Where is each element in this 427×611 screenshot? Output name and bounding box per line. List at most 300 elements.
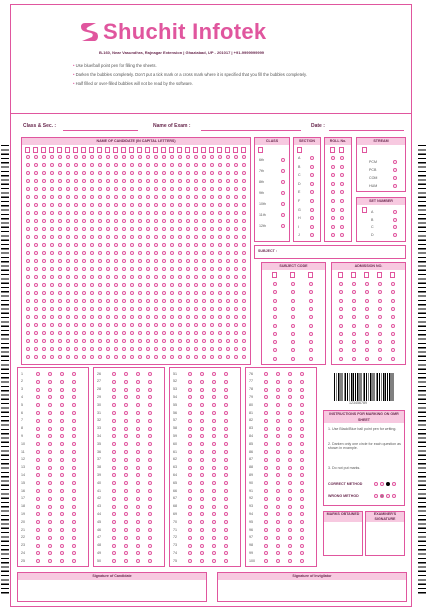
name-bubble[interactable]: [178, 179, 182, 183]
name-bubble[interactable]: [154, 259, 158, 263]
class-option-bubble[interactable]: [281, 213, 285, 217]
name-bubble[interactable]: [178, 283, 182, 287]
stream-write-box[interactable]: [362, 147, 367, 153]
name-bubble[interactable]: [138, 235, 142, 239]
name-bubble[interactable]: [226, 211, 230, 215]
subject-code-bubble[interactable]: [273, 290, 277, 294]
answer-bubble[interactable]: [264, 388, 268, 392]
name-bubble[interactable]: [202, 347, 206, 351]
roll-bubble[interactable]: [331, 165, 335, 169]
answer-bubble[interactable]: [212, 388, 216, 392]
answer-bubble[interactable]: [48, 512, 52, 516]
name-bubble[interactable]: [66, 291, 70, 295]
name-bubble[interactable]: [130, 323, 134, 327]
name-bubble[interactable]: [98, 195, 102, 199]
answer-bubble[interactable]: [200, 505, 204, 509]
answer-bubble[interactable]: [72, 380, 76, 384]
answer-bubble[interactable]: [124, 536, 128, 540]
name-bubble[interactable]: [154, 211, 158, 215]
answer-bubble[interactable]: [188, 536, 192, 540]
answer-bubble[interactable]: [112, 403, 116, 407]
name-bubble[interactable]: [106, 267, 110, 271]
answer-bubble[interactable]: [148, 551, 152, 555]
name-bubble[interactable]: [130, 163, 134, 167]
class-option-bubble[interactable]: [281, 202, 285, 206]
name-bubble[interactable]: [114, 347, 118, 351]
roll-bubble[interactable]: [340, 208, 344, 212]
name-bubble[interactable]: [162, 347, 166, 351]
name-bubble[interactable]: [138, 243, 142, 247]
name-bubble[interactable]: [186, 171, 190, 175]
name-bubble[interactable]: [58, 195, 62, 199]
answer-bubble[interactable]: [36, 403, 40, 407]
name-bubble[interactable]: [130, 291, 134, 295]
answer-bubble[interactable]: [212, 411, 216, 415]
answer-bubble[interactable]: [112, 458, 116, 462]
name-bubble[interactable]: [26, 251, 30, 255]
name-bubble[interactable]: [178, 211, 182, 215]
name-bubble[interactable]: [226, 283, 230, 287]
name-bubble[interactable]: [234, 355, 238, 359]
answer-bubble[interactable]: [300, 551, 304, 555]
class-option-bubble[interactable]: [281, 191, 285, 195]
answer-bubble[interactable]: [36, 380, 40, 384]
answer-bubble[interactable]: [36, 450, 40, 454]
name-bubble[interactable]: [210, 291, 214, 295]
name-bubble[interactable]: [26, 347, 30, 351]
section-option-bubble[interactable]: [310, 225, 314, 229]
name-bubble[interactable]: [130, 347, 134, 351]
section-option-bubble[interactable]: [310, 190, 314, 194]
name-bubble[interactable]: [178, 187, 182, 191]
answer-bubble[interactable]: [212, 544, 216, 548]
answer-bubble[interactable]: [276, 505, 280, 509]
answer-bubble[interactable]: [148, 473, 152, 477]
answer-bubble[interactable]: [148, 395, 152, 399]
name-bubble[interactable]: [170, 211, 174, 215]
admission-bubble[interactable]: [378, 340, 382, 344]
name-bubble[interactable]: [138, 275, 142, 279]
answer-bubble[interactable]: [60, 544, 64, 548]
answer-bubble[interactable]: [264, 411, 268, 415]
name-bubble[interactable]: [42, 155, 46, 159]
answer-bubble[interactable]: [300, 458, 304, 462]
answer-bubble[interactable]: [200, 489, 204, 493]
answer-bubble[interactable]: [124, 473, 128, 477]
roll-digit-box[interactable]: [330, 147, 335, 153]
answer-bubble[interactable]: [124, 372, 128, 376]
name-bubble[interactable]: [234, 299, 238, 303]
name-bubble[interactable]: [66, 323, 70, 327]
name-bubble[interactable]: [114, 259, 118, 263]
answer-bubble[interactable]: [112, 395, 116, 399]
subject-code-bubble[interactable]: [309, 340, 313, 344]
name-bubble[interactable]: [42, 323, 46, 327]
answer-bubble[interactable]: [112, 481, 116, 485]
name-bubble[interactable]: [122, 251, 126, 255]
name-bubble[interactable]: [226, 251, 230, 255]
admission-bubble[interactable]: [378, 357, 382, 361]
answer-bubble[interactable]: [112, 372, 116, 376]
roll-bubble[interactable]: [331, 173, 335, 177]
name-bubble[interactable]: [194, 219, 198, 223]
name-bubble[interactable]: [42, 211, 46, 215]
answer-bubble[interactable]: [124, 450, 128, 454]
name-bubble[interactable]: [138, 251, 142, 255]
answer-bubble[interactable]: [224, 489, 228, 493]
name-bubble[interactable]: [218, 211, 222, 215]
roll-bubble[interactable]: [331, 199, 335, 203]
name-bubble[interactable]: [154, 155, 158, 159]
name-bubble[interactable]: [34, 259, 38, 263]
answer-bubble[interactable]: [200, 520, 204, 524]
name-bubble[interactable]: [58, 259, 62, 263]
name-bubble[interactable]: [34, 323, 38, 327]
name-bubble[interactable]: [154, 171, 158, 175]
name-bubble[interactable]: [138, 171, 142, 175]
name-bubble[interactable]: [82, 299, 86, 303]
name-bubble[interactable]: [106, 307, 110, 311]
answer-bubble[interactable]: [48, 505, 52, 509]
name-bubble[interactable]: [242, 323, 246, 327]
answer-bubble[interactable]: [60, 505, 64, 509]
name-bubble[interactable]: [234, 339, 238, 343]
name-bubble[interactable]: [114, 339, 118, 343]
name-bubble[interactable]: [26, 235, 30, 239]
answer-bubble[interactable]: [188, 427, 192, 431]
name-bubble[interactable]: [146, 331, 150, 335]
answer-bubble[interactable]: [188, 559, 192, 563]
name-bubble[interactable]: [234, 187, 238, 191]
name-bubble[interactable]: [178, 155, 182, 159]
answer-bubble[interactable]: [136, 544, 140, 548]
answer-bubble[interactable]: [188, 512, 192, 516]
answer-bubble[interactable]: [48, 559, 52, 563]
answer-bubble[interactable]: [300, 512, 304, 516]
name-bubble[interactable]: [178, 235, 182, 239]
name-bubble[interactable]: [50, 235, 54, 239]
answer-bubble[interactable]: [288, 372, 292, 376]
answer-bubble[interactable]: [48, 520, 52, 524]
name-bubble[interactable]: [202, 203, 206, 207]
name-bubble[interactable]: [130, 243, 134, 247]
name-bubble[interactable]: [178, 355, 182, 359]
name-bubble[interactable]: [242, 259, 246, 263]
name-bubble[interactable]: [138, 299, 142, 303]
name-bubble[interactable]: [26, 275, 30, 279]
name-bubble[interactable]: [66, 163, 70, 167]
admission-digit-box[interactable]: [338, 272, 343, 278]
answer-bubble[interactable]: [264, 466, 268, 470]
subject-code-bubble[interactable]: [291, 357, 295, 361]
name-bubble[interactable]: [226, 275, 230, 279]
name-bubble[interactable]: [42, 243, 46, 247]
answer-bubble[interactable]: [212, 403, 216, 407]
name-bubble[interactable]: [138, 203, 142, 207]
name-bubble[interactable]: [138, 315, 142, 319]
name-bubble[interactable]: [234, 195, 238, 199]
name-bubble[interactable]: [26, 163, 30, 167]
answer-bubble[interactable]: [200, 551, 204, 555]
name-bubble[interactable]: [226, 219, 230, 223]
set-option-bubble[interactable]: [393, 225, 397, 229]
answer-bubble[interactable]: [264, 505, 268, 509]
name-bubble[interactable]: [82, 203, 86, 207]
answer-bubble[interactable]: [60, 528, 64, 532]
admission-bubble[interactable]: [352, 290, 356, 294]
name-bubble[interactable]: [106, 339, 110, 343]
answer-bubble[interactable]: [200, 481, 204, 485]
answer-bubble[interactable]: [48, 458, 52, 462]
answer-bubble[interactable]: [36, 395, 40, 399]
name-bubble[interactable]: [98, 347, 102, 351]
admission-bubble[interactable]: [365, 324, 369, 328]
answer-bubble[interactable]: [60, 473, 64, 477]
section-option-bubble[interactable]: [310, 233, 314, 237]
name-bubble[interactable]: [170, 267, 174, 271]
name-bubble[interactable]: [202, 243, 206, 247]
answer-bubble[interactable]: [136, 473, 140, 477]
answer-bubble[interactable]: [188, 520, 192, 524]
name-bubble[interactable]: [194, 211, 198, 215]
name-bubble[interactable]: [130, 227, 134, 231]
name-letter-box[interactable]: [49, 147, 54, 153]
answer-bubble[interactable]: [224, 512, 228, 516]
name-bubble[interactable]: [234, 203, 238, 207]
name-bubble[interactable]: [194, 195, 198, 199]
name-bubble[interactable]: [186, 187, 190, 191]
name-bubble[interactable]: [242, 299, 246, 303]
admission-bubble[interactable]: [339, 348, 343, 352]
admission-bubble[interactable]: [339, 340, 343, 344]
name-bubble[interactable]: [186, 323, 190, 327]
answer-bubble[interactable]: [48, 372, 52, 376]
name-bubble[interactable]: [98, 179, 102, 183]
subject-code-bubble[interactable]: [273, 357, 277, 361]
answer-bubble[interactable]: [112, 419, 116, 423]
name-bubble[interactable]: [146, 355, 150, 359]
name-bubble[interactable]: [34, 195, 38, 199]
answer-bubble[interactable]: [212, 497, 216, 501]
name-bubble[interactable]: [186, 195, 190, 199]
answer-bubble[interactable]: [288, 559, 292, 563]
name-bubble[interactable]: [42, 235, 46, 239]
name-letter-box[interactable]: [153, 147, 158, 153]
name-bubble[interactable]: [98, 203, 102, 207]
name-bubble[interactable]: [114, 299, 118, 303]
name-bubble[interactable]: [50, 315, 54, 319]
name-bubble[interactable]: [218, 275, 222, 279]
name-bubble[interactable]: [154, 195, 158, 199]
name-bubble[interactable]: [66, 299, 70, 303]
answer-bubble[interactable]: [212, 434, 216, 438]
answer-bubble[interactable]: [276, 512, 280, 516]
name-bubble[interactable]: [242, 331, 246, 335]
answer-bubble[interactable]: [36, 411, 40, 415]
name-bubble[interactable]: [26, 259, 30, 263]
answer-bubble[interactable]: [288, 434, 292, 438]
name-letter-box[interactable]: [225, 147, 230, 153]
admission-bubble[interactable]: [378, 307, 382, 311]
name-bubble[interactable]: [58, 163, 62, 167]
name-bubble[interactable]: [194, 315, 198, 319]
answer-bubble[interactable]: [136, 520, 140, 524]
answer-bubble[interactable]: [112, 388, 116, 392]
answer-bubble[interactable]: [124, 481, 128, 485]
answer-bubble[interactable]: [72, 419, 76, 423]
name-bubble[interactable]: [42, 275, 46, 279]
answer-bubble[interactable]: [200, 559, 204, 563]
name-bubble[interactable]: [34, 187, 38, 191]
roll-bubble[interactable]: [340, 199, 344, 203]
name-bubble[interactable]: [66, 251, 70, 255]
name-bubble[interactable]: [210, 203, 214, 207]
name-bubble[interactable]: [242, 339, 246, 343]
name-bubble[interactable]: [170, 283, 174, 287]
name-bubble[interactable]: [162, 219, 166, 223]
name-bubble[interactable]: [170, 163, 174, 167]
name-bubble[interactable]: [154, 347, 158, 351]
name-bubble[interactable]: [74, 163, 78, 167]
name-bubble[interactable]: [162, 227, 166, 231]
name-bubble[interactable]: [162, 299, 166, 303]
name-bubble[interactable]: [130, 355, 134, 359]
name-bubble[interactable]: [210, 259, 214, 263]
name-bubble[interactable]: [130, 211, 134, 215]
answer-bubble[interactable]: [264, 536, 268, 540]
name-bubble[interactable]: [218, 155, 222, 159]
answer-bubble[interactable]: [264, 380, 268, 384]
name-bubble[interactable]: [66, 355, 70, 359]
answer-bubble[interactable]: [148, 380, 152, 384]
name-bubble[interactable]: [226, 235, 230, 239]
answer-bubble[interactable]: [124, 466, 128, 470]
answer-bubble[interactable]: [36, 497, 40, 501]
answer-bubble[interactable]: [188, 481, 192, 485]
name-bubble[interactable]: [242, 235, 246, 239]
answer-bubble[interactable]: [288, 466, 292, 470]
name-bubble[interactable]: [202, 291, 206, 295]
name-bubble[interactable]: [114, 235, 118, 239]
answer-bubble[interactable]: [224, 505, 228, 509]
name-bubble[interactable]: [42, 219, 46, 223]
answer-bubble[interactable]: [276, 536, 280, 540]
invigilator-signature-box[interactable]: [217, 572, 407, 602]
answer-bubble[interactable]: [72, 544, 76, 548]
name-bubble[interactable]: [210, 283, 214, 287]
answer-bubble[interactable]: [72, 481, 76, 485]
name-bubble[interactable]: [42, 307, 46, 311]
name-bubble[interactable]: [74, 259, 78, 263]
name-bubble[interactable]: [162, 179, 166, 183]
name-letter-box[interactable]: [41, 147, 46, 153]
name-bubble[interactable]: [26, 195, 30, 199]
answer-bubble[interactable]: [224, 536, 228, 540]
name-bubble[interactable]: [202, 179, 206, 183]
name-bubble[interactable]: [114, 211, 118, 215]
name-bubble[interactable]: [26, 211, 30, 215]
name-bubble[interactable]: [66, 235, 70, 239]
answer-bubble[interactable]: [60, 536, 64, 540]
subject-code-bubble[interactable]: [291, 340, 295, 344]
name-bubble[interactable]: [202, 315, 206, 319]
name-bubble[interactable]: [106, 155, 110, 159]
answer-bubble[interactable]: [288, 419, 292, 423]
answer-bubble[interactable]: [288, 489, 292, 493]
subject-code-bubble[interactable]: [291, 332, 295, 336]
admission-bubble[interactable]: [339, 290, 343, 294]
name-bubble[interactable]: [178, 259, 182, 263]
answer-bubble[interactable]: [288, 536, 292, 540]
answer-bubble[interactable]: [300, 481, 304, 485]
name-bubble[interactable]: [82, 283, 86, 287]
name-letter-box[interactable]: [137, 147, 142, 153]
answer-bubble[interactable]: [212, 481, 216, 485]
admission-bubble[interactable]: [378, 324, 382, 328]
answer-bubble[interactable]: [224, 427, 228, 431]
name-bubble[interactable]: [218, 355, 222, 359]
name-bubble[interactable]: [146, 179, 150, 183]
name-bubble[interactable]: [202, 299, 206, 303]
name-letter-box[interactable]: [33, 147, 38, 153]
name-bubble[interactable]: [234, 243, 238, 247]
name-bubble[interactable]: [218, 195, 222, 199]
answer-bubble[interactable]: [276, 380, 280, 384]
admission-bubble[interactable]: [352, 307, 356, 311]
answer-bubble[interactable]: [48, 395, 52, 399]
name-bubble[interactable]: [162, 243, 166, 247]
answer-bubble[interactable]: [60, 380, 64, 384]
name-bubble[interactable]: [242, 355, 246, 359]
name-bubble[interactable]: [186, 291, 190, 295]
name-bubble[interactable]: [138, 331, 142, 335]
name-bubble[interactable]: [114, 315, 118, 319]
subject-code-bubble[interactable]: [291, 348, 295, 352]
answer-bubble[interactable]: [72, 372, 76, 376]
name-bubble[interactable]: [74, 275, 78, 279]
admission-bubble[interactable]: [391, 299, 395, 303]
answer-bubble[interactable]: [136, 528, 140, 532]
name-bubble[interactable]: [194, 155, 198, 159]
name-bubble[interactable]: [50, 291, 54, 295]
name-bubble[interactable]: [42, 291, 46, 295]
answer-bubble[interactable]: [188, 551, 192, 555]
name-bubble[interactable]: [170, 251, 174, 255]
name-bubble[interactable]: [90, 243, 94, 247]
answer-bubble[interactable]: [124, 497, 128, 501]
name-bubble[interactable]: [106, 355, 110, 359]
answer-bubble[interactable]: [288, 528, 292, 532]
name-bubble[interactable]: [98, 315, 102, 319]
name-bubble[interactable]: [154, 235, 158, 239]
name-bubble[interactable]: [234, 219, 238, 223]
answer-bubble[interactable]: [136, 411, 140, 415]
answer-bubble[interactable]: [212, 450, 216, 454]
name-bubble[interactable]: [146, 171, 150, 175]
name-bubble[interactable]: [90, 291, 94, 295]
answer-bubble[interactable]: [148, 442, 152, 446]
roll-bubble[interactable]: [331, 233, 335, 237]
name-letter-box[interactable]: [89, 147, 94, 153]
name-bubble[interactable]: [90, 235, 94, 239]
name-bubble[interactable]: [218, 323, 222, 327]
admission-bubble[interactable]: [339, 315, 343, 319]
name-bubble[interactable]: [98, 235, 102, 239]
name-bubble[interactable]: [34, 179, 38, 183]
name-bubble[interactable]: [114, 331, 118, 335]
answer-bubble[interactable]: [112, 450, 116, 454]
name-bubble[interactable]: [82, 243, 86, 247]
